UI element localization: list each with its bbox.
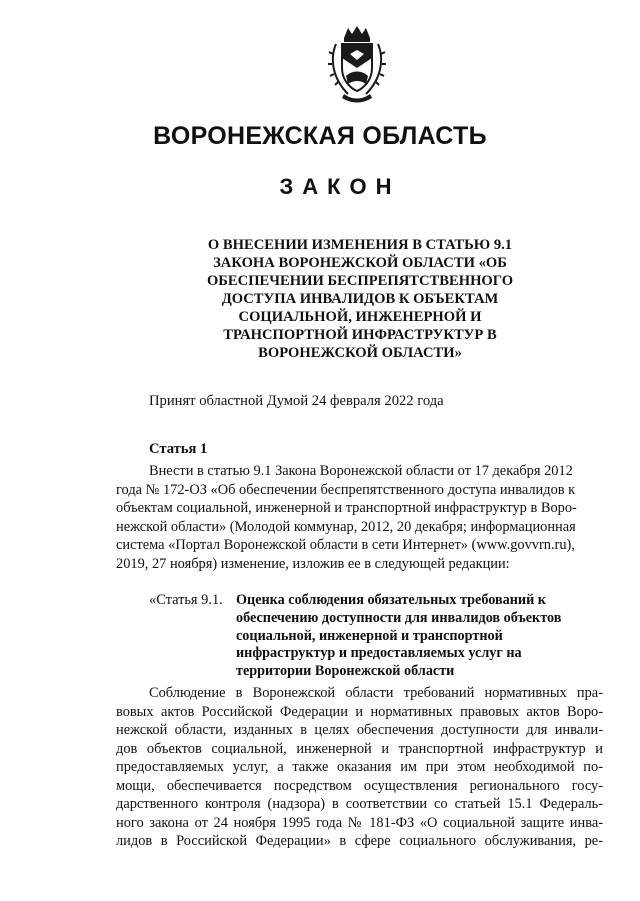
paragraph-line: Соблюдение в Воронежской области требований нормативных пра- <box>149 685 603 701</box>
title-line: ВОРОНЕЖСКОЙ ОБЛАСТИ» <box>258 345 462 361</box>
title-line: ЗАКОНА ВОРОНЕЖСКОЙ ОБЛАСТИ «ОБ <box>213 255 507 271</box>
quoted-title-line: обеспечению доступности для инвалидов объектов <box>236 609 562 626</box>
document-type: ЗАКОН <box>279 174 401 199</box>
adoption-date: Принят областной Думой 24 февраля 2022 года <box>149 393 444 409</box>
paragraph-line: дарственного контроля (надзора) в соответствии со статьей 15.1 Федераль- <box>116 796 603 812</box>
paragraph-line: нежской области» (Молодой коммунар, 2012, 20 декабря; информационная <box>116 518 576 535</box>
title-line: СОЦИАЛЬНОЙ, ИНЖЕНЕРНОЙ И <box>238 309 482 325</box>
article-paragraph <box>116 462 602 574</box>
paragraph-line: лидов в Российской Федерации» в сфере социального обслуживания, ре- <box>116 833 603 849</box>
paragraph-line: вовых актов Российской Федерации и нормативных правовых актов Воро- <box>116 703 603 720</box>
title-line: ДОСТУПА ИНВАЛИДОВ К ОБЪЕКТАМ <box>221 291 499 307</box>
quoted-title-line: социальной, инженерной и транспортной <box>236 627 503 644</box>
paragraph-line: дов объектов социальной, инженерной и транспортной инфраструктур и <box>116 740 603 757</box>
quoted-title-line: инфраструктур и предоставляемых услуг на <box>236 645 522 662</box>
paragraph-line: ного закона от 24 ноября 1995 года № 181-ФЗ «О социальной защите инва- <box>116 814 603 831</box>
title-line: ТРАНСПОРТНОЙ ИНФРАСТРУКТУР В <box>223 327 497 343</box>
paragraph-line: мощи, обеспечивается посредством осуществления регионального госу- <box>116 777 603 794</box>
title-line: ОБЕСПЕЧЕНИИ БЕСПРЕПЯТСТВЕННОГО <box>206 273 514 289</box>
paragraph-line: года № 172-ОЗ «Об обеспечении беспрепятственного доступа инвалидов к <box>116 481 576 498</box>
paragraph-line: нежской области, изданных в целях обеспечения доступности для инвали- <box>116 722 603 738</box>
paragraph-line: предоставляемых услуг, а также оказания им при этом необходимой по- <box>116 759 603 775</box>
quoted-article-paragraph <box>116 684 603 851</box>
title-line: О ВНЕСЕНИИ ИЗМЕНЕНИЯ В СТАТЬЮ 9.1 <box>207 237 513 253</box>
voronezh-coat-of-arms-icon <box>326 24 388 104</box>
article-heading: Статья 1 <box>149 441 208 457</box>
paragraph-line: 2019, 27 ноября) изменение, изложив ее в следующей редакции: <box>116 555 510 572</box>
quoted-title-line: территории Воронежской области <box>236 663 455 680</box>
quoted-article-title <box>236 592 596 681</box>
quoted-article-number: «Статья 9.1. <box>149 592 223 608</box>
quoted-title-line: Оценка соблюдения обязательных требований к <box>236 592 546 608</box>
paragraph-line: объектам социальной, инженерной и транспортной инфраструктур в Воро- <box>116 500 577 517</box>
paragraph-line: Внести в статью 9.1 Закона Воронежской области от 17 декабря 2012 <box>149 463 573 479</box>
law-title <box>150 236 570 362</box>
region-heading: ВОРОНЕЖСКАЯ ОБЛАСТЬ <box>153 122 487 150</box>
paragraph-line: система «Портал Воронежской области в сети Интернет» (www.govvrn.ru), <box>116 537 575 554</box>
